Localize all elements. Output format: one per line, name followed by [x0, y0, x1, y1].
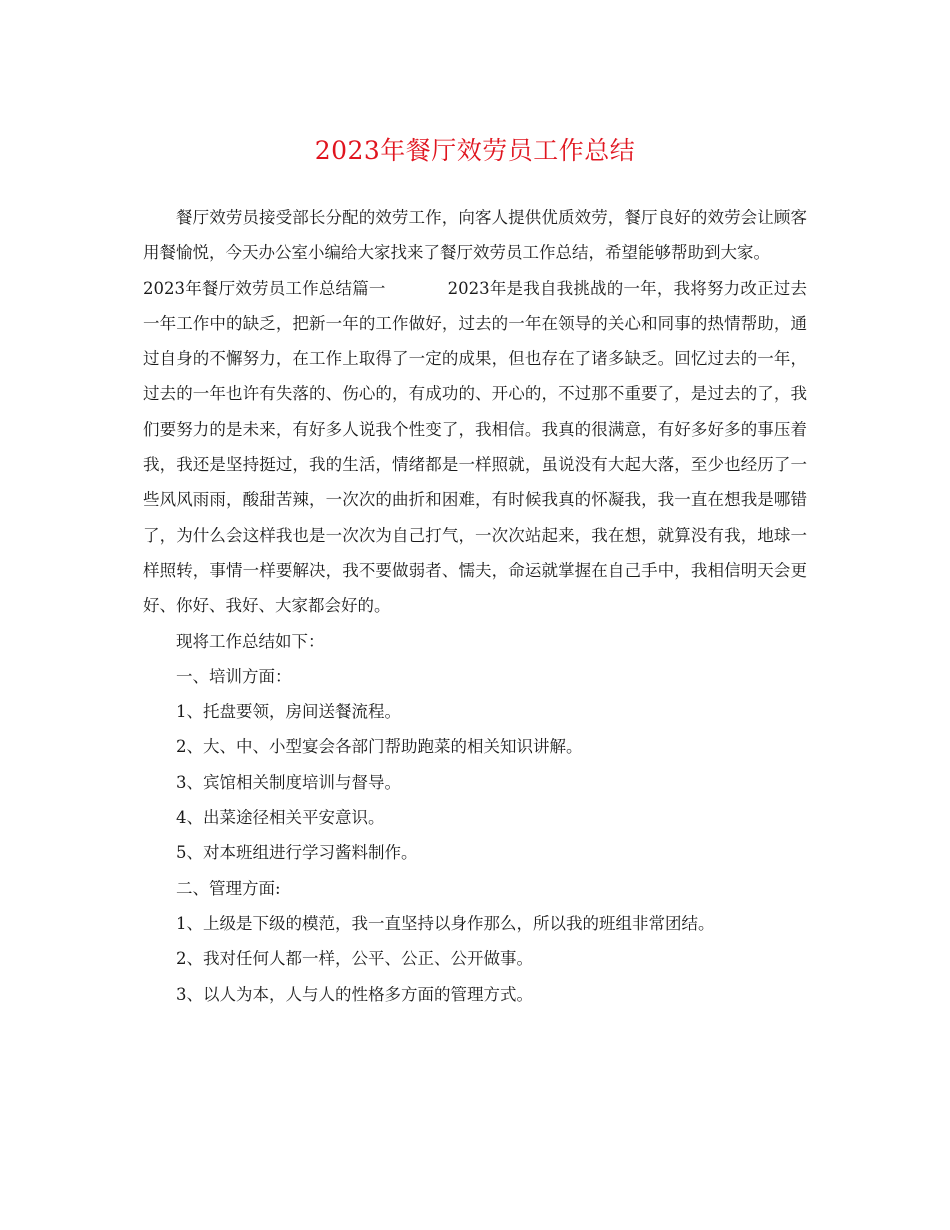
summary-intro: 现将工作总结如下：: [176, 631, 325, 651]
document-body: [143, 200, 807, 1012]
training-item: 1、托盘要领，房间送餐流程。: [176, 702, 401, 722]
management-item: 2、我对任何人都一样，公平、公正、公开做事。: [176, 949, 533, 969]
training-heading: 一、培训方面：: [176, 666, 292, 686]
document-title: 2023年餐厅效劳员工作总结: [314, 136, 636, 165]
part-one-paragraph: [143, 271, 807, 624]
part-heading: 2023年餐厅效劳员工作总结篇一: [143, 278, 386, 298]
management-item: 1、上级是下级的模范，我一直坚持以身作那么，所以我的班组非常团结。: [176, 913, 715, 933]
intro-paragraph: 餐厅效劳员接受部长分配的效劳工作，向客人提供优质效劳，餐厅良好的效劳会让顾客用餐愉悦，今天办公室小编给大家找来了餐厅效劳员工作总结，希望能够帮助到大家。: [143, 208, 807, 263]
management-heading: 二、管理方面:: [176, 878, 281, 898]
training-item: 3、宾馆相关制度培训与督导。: [176, 772, 401, 792]
part-body: 2023年是我自我挑战的一年，我将努力改正过去一年工作中的缺乏，把新一年的工作做好，过去的一年在领导的关心和同事的热情帮助，通过自身的不懈努力，在工作上取得了一定的成果，但也存在了诸多缺乏。回忆过去的一年，过去的一年也许有失落的、伤心的，有成功的、开心的，不过那不重要了，是过去的了，我们要努力的是未来，有好多人说我个性变了，我相信。我真的很满意，有好多好多的事压着我，我还是坚持挺过，我的生活，情绪都是一样照就，虽说没有大起大落，至少也经历了一些风风雨雨，酸甜苦辣，一次次的曲折和困难，有时候我真的怀凝我，我一直在想我是哪错了，为什么会这样我也是一次次为自己打气，一次次站起来，我在想，就算没有我，地球一样照转，事情一样要解决，我不要做弱者、懦夫，命运就掌握在自己手中，我相信明天会更好、你好、我好、大家都会好的。: [143, 278, 807, 616]
management-item: 3、以人为本，人与人的性格多方面的管理方式。: [176, 984, 533, 1004]
training-item: 2、大、中、小型宴会各部门帮助跑菜的相关知识讲解。: [176, 737, 583, 757]
training-item: 5、对本班组进行学习酱料制作。: [176, 843, 418, 863]
training-item: 4、出菜途径相关平安意识。: [176, 808, 385, 828]
